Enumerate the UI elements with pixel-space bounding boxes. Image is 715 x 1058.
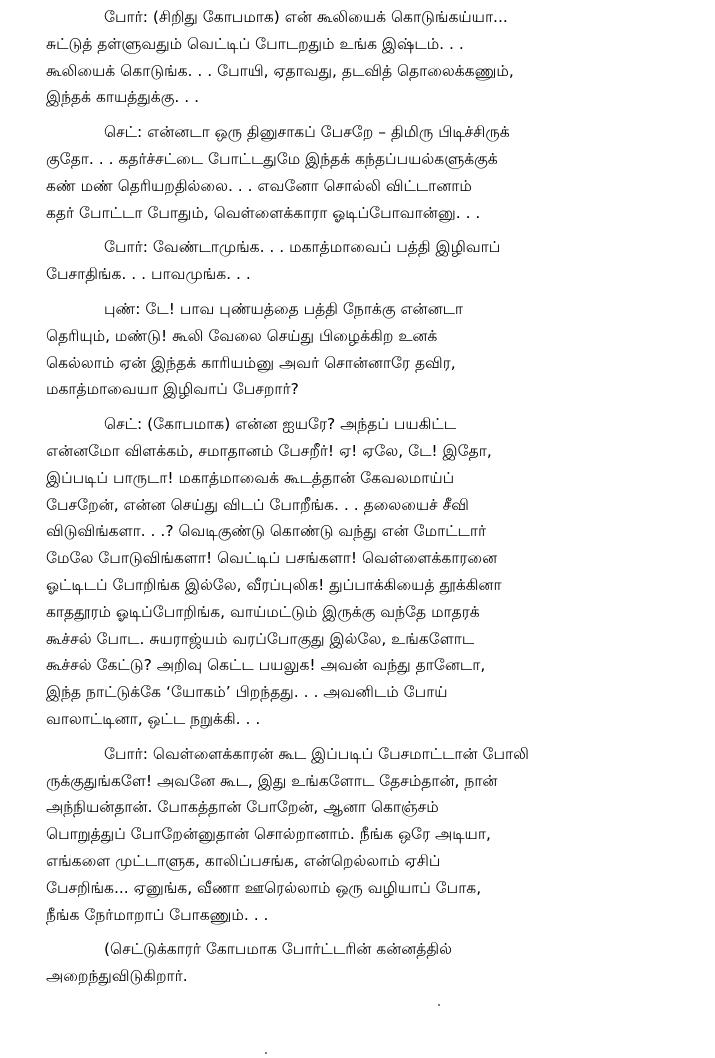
text-line: பேசாதிங்க. . . பாவமுங்க. . . xyxy=(46,265,251,284)
text-line: மகாத்மாவையா இழிவாப் பேசறார்? xyxy=(46,380,299,399)
scan-speck xyxy=(265,1052,267,1054)
paragraph-porter-1 xyxy=(46,4,672,111)
text-line: வாலாட்டினா, ஒட்ட நறுக்கி. . . xyxy=(46,709,261,728)
text-line: புண்: டே! பாவ புண்யத்தை பத்தி நோக்கு என்னடா xyxy=(104,299,464,318)
text-line: எங்களை முட்டாளுக, காலிப்பசங்க, என்றெல்லாம் ஏசிப் xyxy=(46,851,441,870)
text-line: போர்: வெள்ளைக்காரன் கூட இப்படிப் பேசமாட்டான் போலி xyxy=(104,744,529,763)
text-line: செட்: (கோபமாக) என்ன ஐயரே? அந்தப் பயகிட்ட xyxy=(104,415,457,434)
text-line: இந்தக் காயத்துக்கு. . . xyxy=(46,88,200,107)
text-line: பேசறேன், என்ன செய்து விடப் போறீங்க. . . தலையைச் சீவி xyxy=(46,495,469,514)
text-line: ருக்குதுங்களே! அவனே கூட, இது உங்களோட தேசம்தான், நான் xyxy=(46,771,498,790)
text-line: தெரியும், மண்டு! கூலி வேலை செய்து பிழைக்கிற உனக் xyxy=(46,326,438,345)
text-line: கூலியைக் கொடுங்க. . . போயி, ஏதாவது, தடவித் தொலைக்கணும், xyxy=(46,61,514,80)
text-line: கதர் போட்டா போதும், வெள்ளைக்காரா ஓடிப்போவான்னு. . . xyxy=(46,203,481,222)
text-line: மேலே போடுவிங்களா! வெட்டிப் பசங்களா! வெள்ளைக்காரனை xyxy=(46,549,498,568)
paragraph-chettiar-2 xyxy=(46,411,672,733)
text-line: அந்நியன்தான். போகத்தான் போறேன், ஆனா கொஞ்சம் xyxy=(46,798,439,817)
text-line: நீங்க நேர்மாறாப் போகணும். . . xyxy=(46,905,269,924)
text-line: பொறுத்துப் போறேன்னுதான் சொல்றானாம். நீங்க ஒரே அடியா, xyxy=(46,825,491,844)
text-line: போர்: வேண்டாமுங்க. . . மகாத்மாவைப் பத்தி இழிவாப் xyxy=(104,238,501,257)
text-line: சுட்டுத் தள்ளுவதும் வெட்டிப் போடறதும் உங்க இஷ்டம். . . xyxy=(46,34,464,53)
text-line: இப்படிப் பாருடா! மகாத்மாவைக் கூடத்தான் கேவலமாய்ப் xyxy=(46,468,455,487)
text-line: செட்: என்னடா ஒரு தினுசாகப் பேசறே – திமிரு பிடிச்சிருக் xyxy=(104,123,510,142)
text-line: கெல்லாம் ஏன் இந்தக் காரியம்னு அவர் சொன்னாரே தவிர, xyxy=(46,353,456,372)
text-line: இந்த நாட்டுக்கே ‘யோகம்’ பிறந்தது. . . அவனிடம் போய் xyxy=(46,683,448,702)
document-page xyxy=(46,4,672,998)
text-line: குதோ. . . கதர்ச்சட்டை போட்டதுமே இந்தக் கந்தப்பயல்களுக்குக் xyxy=(46,149,498,168)
paragraph-chettiar-1 xyxy=(46,119,672,226)
text-line: விடுவிங்களா. . .? வெடிகுண்டு கொண்டு வந்து என் மோட்டார் xyxy=(46,522,487,541)
scan-speck xyxy=(438,1004,440,1006)
text-line: என்னமோ விளக்கம், சமாதானம் பேசறீர்! ஏ! ஏலே, டே! இதோ, xyxy=(46,441,492,460)
paragraph-porter-2 xyxy=(46,234,672,288)
text-line: கூச்சல் கேட்டு? அறிவு கெட்ட பயலுக! அவன் வந்து தானேடா, xyxy=(46,656,486,675)
text-line: அறைந்துவிடுகிறார். xyxy=(46,967,188,986)
paragraph-punniyar xyxy=(46,296,672,403)
text-line: போர்: (சிறிது கோபமாக) என் கூலியைக் கொடுங்கய்யா... xyxy=(104,8,508,26)
text-line: கண் மண் தெரியறதில்லை. . . எவனோ சொல்லி விட்டானாம் xyxy=(46,176,472,195)
text-line: கூச்சல் போட. சுயராஜ்யம் வரப்போகுது இல்லே, உங்களோட xyxy=(46,629,475,648)
paragraph-porter-3 xyxy=(46,741,672,929)
text-line: (செட்டுக்காரர் கோபமாக போர்ட்டரின் கன்னத்தில் xyxy=(104,940,452,959)
text-line: காததூரம் ஓடிப்போறிங்க, வாய்மட்டும் இருக்கு வந்தே மாதரக் xyxy=(46,602,480,621)
paragraph-stage-direction xyxy=(46,936,672,990)
text-line: ஓட்டிடப் போறிங்க இல்லே, வீரப்புலிக! துப்பாக்கியைத் தூக்கினா xyxy=(46,575,502,594)
text-line: பேசறிங்க... ஏனுங்க, வீணா ஊரெல்லாம் ஒரு வழியாப் போக, xyxy=(46,878,482,897)
